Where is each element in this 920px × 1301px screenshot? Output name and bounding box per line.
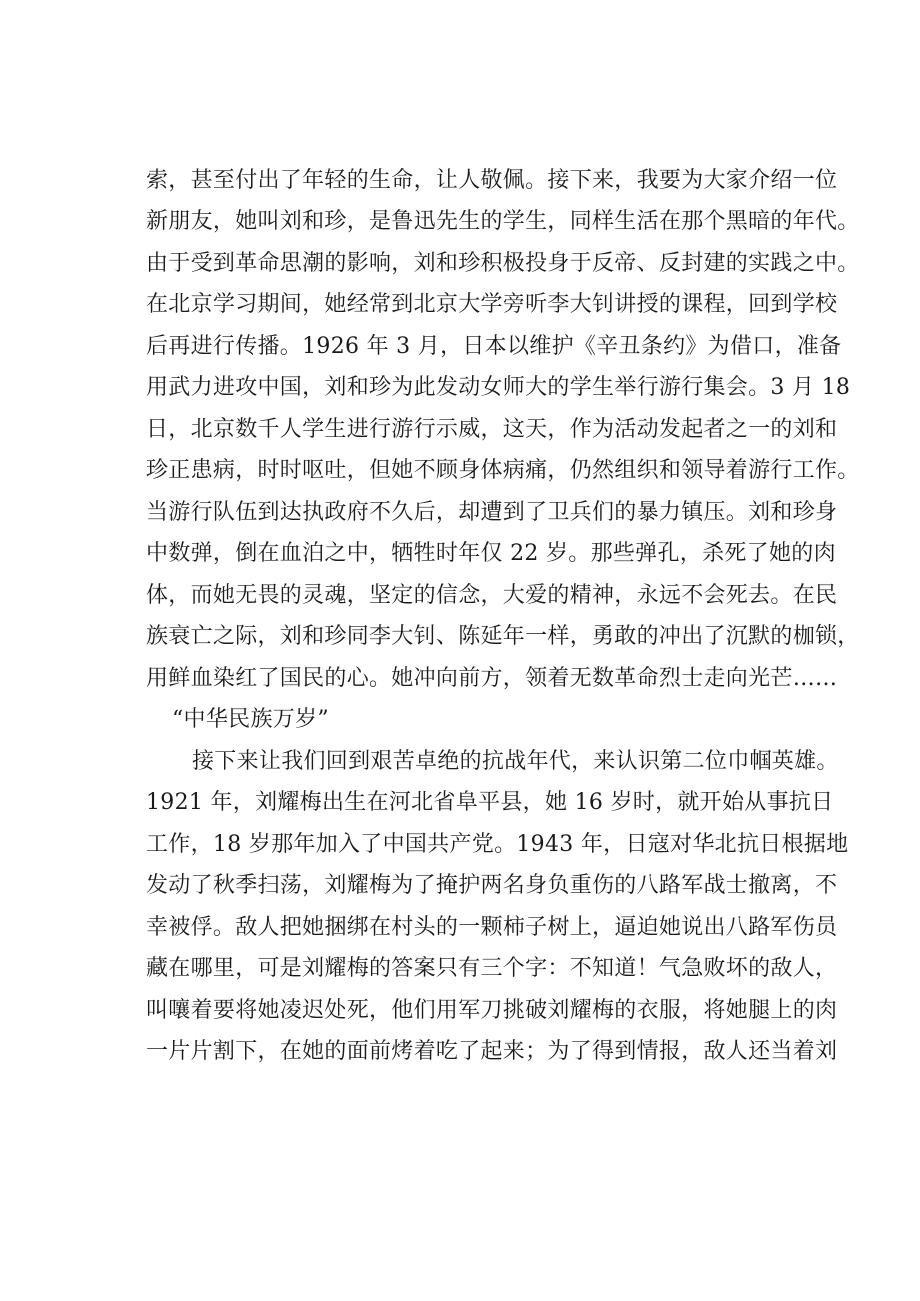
paragraph-line: 接下来让我们回到艰苦卓绝的抗战年代，来认识第二位巾帼英雄。 <box>192 749 839 774</box>
paragraph-line: 一片片割下，在她的面前烤着吃了起来；为了得到情报，敌人还当着刘 <box>146 1039 838 1064</box>
paragraph-line: 后再进行传播。1926 年 3 月，日本以维护《辛丑条约》为借口，准备 <box>146 334 842 359</box>
paragraph-line: 索，甚至付出了年轻的生命，让人敬佩。接下来，我要为大家介绍一位 <box>146 168 838 193</box>
paragraph-line: 当游行队伍到达执政府不久后，却遭到了卫兵们的暴力镇压。刘和珍身 <box>146 500 838 525</box>
paragraph-line: 幸被俘。敌人把她捆绑在村头的一颗柿子树上，逼迫她说出八路军伤员 <box>146 915 838 940</box>
paragraph-line: 中数弹，倒在血泊之中，牺牲时年仅 22 岁。那些弹孔，杀死了她的肉 <box>146 541 836 566</box>
paragraph-line: 新朋友，她叫刘和珍，是鲁迅先生的学生，同样生活在那个黑暗的年代。 <box>146 209 860 234</box>
paragraph-line: 发动了秋季扫荡，刘耀梅为了掩护两名身负重伤的八路军战士撤离，不 <box>146 873 838 898</box>
paragraph-line: 用武力进攻中国，刘和珍为此发动女师大的学生举行游行集会。3 月 18 <box>146 375 851 400</box>
paragraph-line: 珍正患病，时时呕吐，但她不顾身体病痛，仍然组织和领导着游行工作。 <box>146 458 860 483</box>
paragraph-line: 由于受到革命思潮的影响，刘和珍积极投身于反帝、反封建的实践之中。 <box>146 251 860 276</box>
paragraph-line: 工作，18 岁那年加入了中国共产党。1943 年，日寇对华北抗日根据地 <box>146 832 849 857</box>
paragraph-line: 族衰亡之际，刘和珍同李大钊、陈延年一样，勇敢的冲出了沉默的枷锁， <box>146 624 860 649</box>
quote-line: “中华民族万岁” <box>172 707 329 732</box>
paragraph-line: 在北京学习期间，她经常到北京大学旁听李大钊讲授的课程，回到学校 <box>146 292 838 317</box>
paragraph-line: 1921 年，刘耀梅出生在河北省阜平县，她 16 岁时，就开始从事抗日 <box>146 790 834 815</box>
paragraph-line: 叫嚷着要将她凌迟处死，他们用军刀挑破刘耀梅的衣服，将她腿上的肉 <box>146 998 838 1023</box>
paragraph-line: 体，而她无畏的灵魂，坚定的信念，大爱的精神，永远不会死去。在民 <box>146 583 838 608</box>
paragraph-line: 用鲜血染红了国民的心。她冲向前方，领着无数革命烈士走向光芒…… <box>146 666 838 691</box>
paragraph-line: 藏在哪里，可是刘耀梅的答案只有三个字：不知道！气急败坏的敌人， <box>146 956 838 981</box>
paragraph-line: 日，北京数千人学生进行游行示威，这天，作为活动发起者之一的刘和 <box>146 417 838 442</box>
